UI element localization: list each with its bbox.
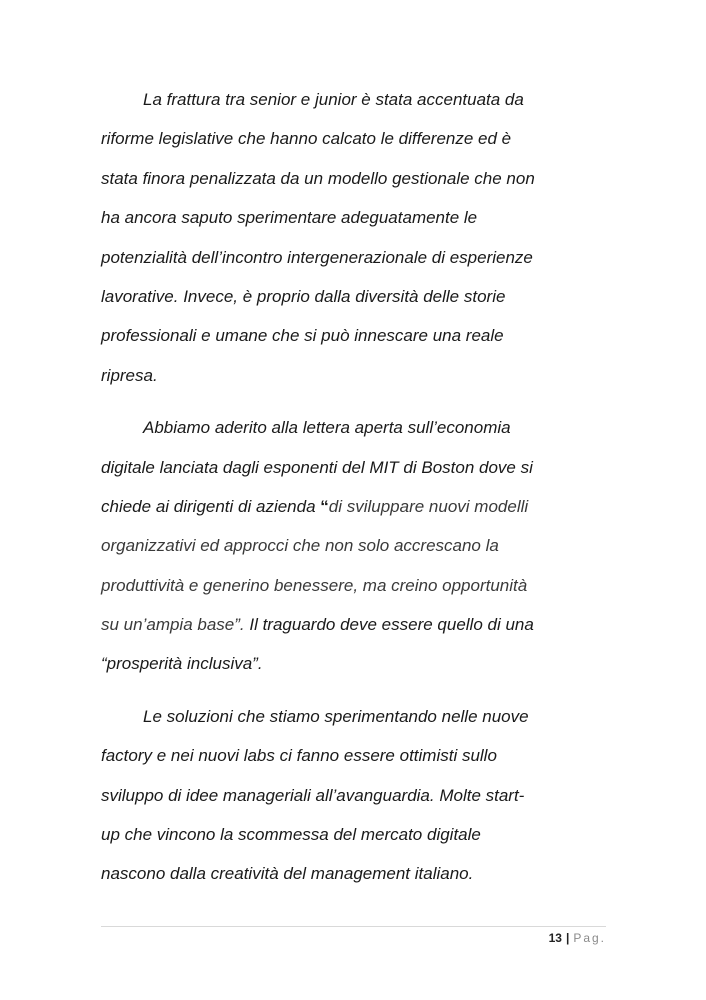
paragraph-1-line-7: professionali e umane che si può innescare una reale (101, 326, 504, 346)
paragraph-3-line-4: up che vincono la scommessa del mercato digitale (101, 825, 481, 845)
paragraph-1-line-8: ripresa. (101, 365, 158, 385)
paragraph-2-line-6-rest: Il traguardo deve essere quello di una (244, 615, 534, 635)
paragraph-3-line-5: nascono dalla creatività del management italiano. (101, 864, 474, 884)
paragraph-1-line-3: stata finora penalizzata da un modello gestionale che non (101, 168, 535, 188)
paragraph-2-line-4: organizzativi ed approcci che non solo accrescano la (101, 536, 499, 556)
paragraph-2-line-1: Abbiamo aderito alla lettera aperta sull’economia (143, 418, 511, 438)
paragraph-2-line-3-lead: chiede ai dirigenti di azienda (101, 496, 321, 516)
open-quote-mark: “ (320, 496, 329, 516)
paragraph-2-line-5: produttività e generino benessere, ma creino opportunità (101, 575, 528, 595)
paragraph-1-line-1: La frattura tra senior e junior è stata accentuata da (143, 90, 524, 109)
quotation-start: di sviluppare nuovi modelli (328, 496, 529, 516)
quotation-end: su un’ampia base”. (101, 615, 245, 635)
paragraph-3-line-2: factory e nei nuovi labs ci fanno essere ottimisti sullo (101, 746, 497, 766)
paragraph-3-line-1: Le soluzioni che stiamo sperimentando nelle nuove (143, 706, 529, 726)
paragraph-1-line-2: riforme legislative che hanno calcato le differenze ed è (101, 129, 512, 149)
paragraph-2-line-2: digitale lanciata dagli esponenti del MIT di Boston dove si (101, 457, 533, 477)
paragraph-1-line-5: potenzialità dell’incontro intergenerazionale di esperienze (101, 247, 533, 267)
paragraph-1-line-4: ha ancora saputo sperimentare adeguatamente le (101, 208, 478, 228)
footer-separator: | (565, 931, 570, 945)
paragraph-2-line-7: “prosperità inclusiva”. (101, 654, 263, 674)
body-text (101, 80, 621, 894)
paragraph-spacer (101, 395, 621, 408)
paragraph-1-line-6: lavorative. Invece, è proprio dalla diversità delle storie (101, 286, 506, 306)
footer-divider (101, 926, 606, 927)
paragraph-3-line-3: sviluppo di idee manageriali all’avanguardia. Molte start- (101, 785, 525, 805)
page-footer (549, 930, 606, 946)
paragraph-2-line-6 (101, 605, 621, 644)
page-label: Pag. (573, 931, 606, 945)
page-number: 13 (548, 931, 562, 945)
paragraph-spacer (101, 684, 621, 697)
paragraph-2-line-3 (101, 487, 621, 526)
